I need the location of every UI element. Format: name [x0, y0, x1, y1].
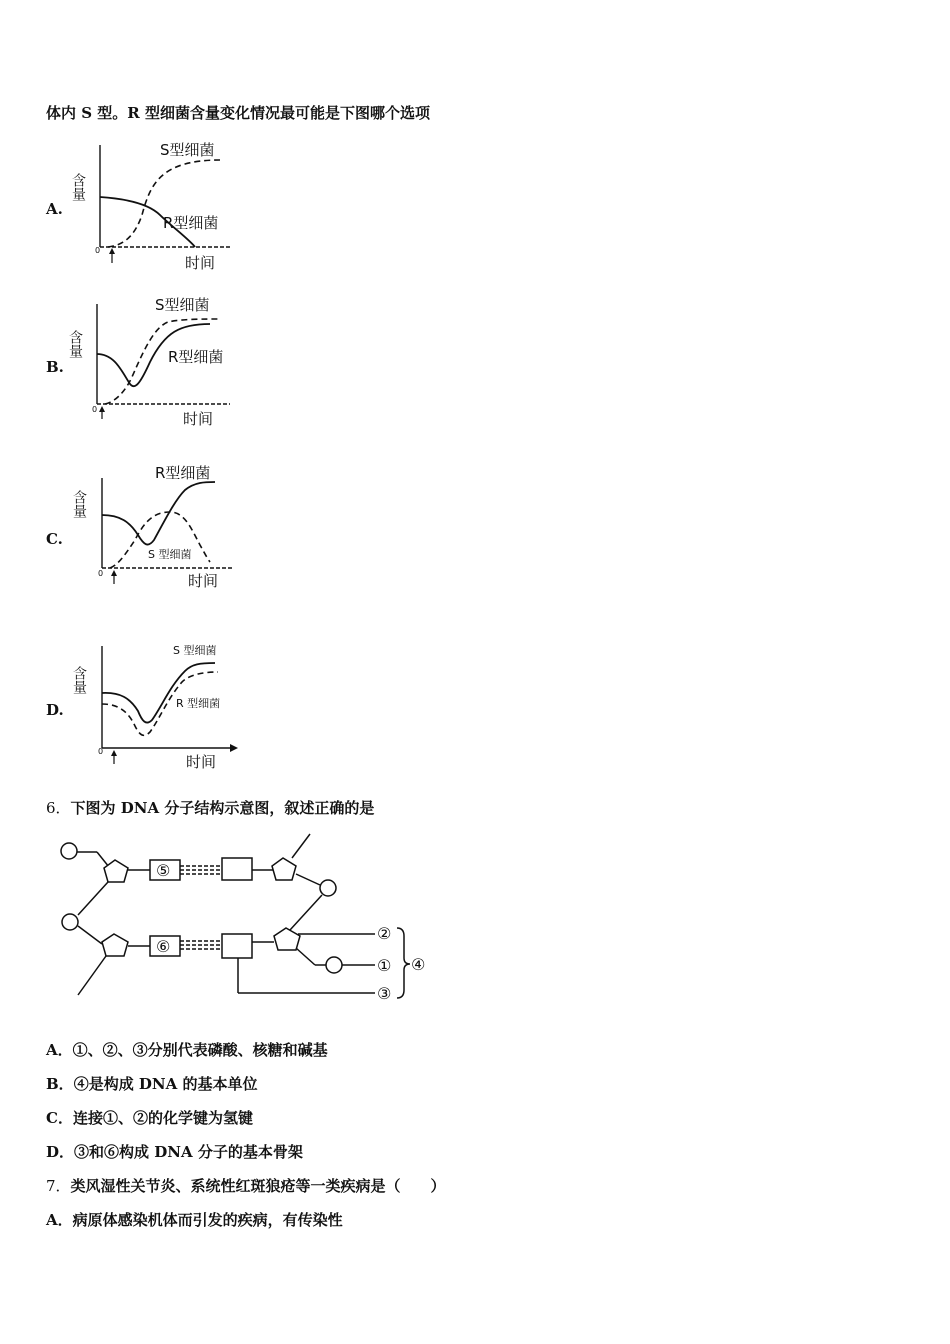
question-7-number: 7．	[46, 1177, 71, 1195]
dna-label-5: ⑤	[156, 861, 171, 880]
graph-option-d	[70, 636, 245, 776]
graph-option-c	[70, 460, 240, 595]
graph-c-x-axis-label: 时间	[188, 572, 219, 590]
question-6-text: 下图为 DNA 分子结构示意图，叙述正确的是	[70, 799, 375, 817]
graph-c-y-axis-label: 含量	[71, 490, 87, 518]
question-7-text: 类风湿性关节炎、系统性红斑狼疮等一类疾病是（ ）	[70, 1177, 446, 1195]
graph-d-origin: 0	[98, 747, 104, 756]
q6-option-c-text: 连接①、②的化学键为氢键	[72, 1109, 253, 1127]
dna-label-6: ⑥	[156, 937, 171, 956]
dna-label-2: ②	[377, 924, 392, 943]
q6-option-b-text: ④是构成 DNA 的基本单位	[73, 1075, 258, 1093]
graph-d-curve-a-label: S 型细菌	[173, 644, 217, 657]
graph-d-y-axis-label: 含量	[71, 666, 87, 694]
graph-b-curve-a-label: S型细菌	[155, 296, 210, 314]
q6-option-d-label: D．	[46, 1143, 75, 1161]
graph-a-curve-b-label: R型细菌	[163, 214, 219, 232]
q6-option-d-text: ③和⑥构成 DNA 分子的基本骨架	[74, 1143, 303, 1161]
graph-b-origin: 0	[92, 405, 98, 414]
q7-option-a-text: 病原体感染机体而引发的疾病，有传染性	[72, 1211, 343, 1229]
graph-a-curve-a-label: S型细菌	[160, 141, 215, 159]
q6-option-c-label: C．	[46, 1109, 73, 1127]
graph-d-x-axis-label: 时间	[186, 753, 217, 771]
graph-c-origin: 0	[98, 569, 104, 578]
graph-c-curve-b-label: S 型细菌	[148, 548, 192, 561]
q7-option-a-label: A．	[46, 1211, 73, 1229]
q6-option-a	[46, 1039, 328, 1060]
option-a-label: A.	[46, 200, 63, 218]
dna-label-3: ③	[377, 984, 392, 1003]
q6-option-d	[46, 1141, 303, 1162]
question-intro-line: 体内 S 型。R 型细菌含量变化情况最可能是下图哪个选项	[46, 104, 430, 122]
graph-d-curve-b-label: R 型细菌	[176, 697, 221, 710]
q6-option-b-label: B．	[46, 1075, 74, 1093]
q7-option-a	[46, 1209, 343, 1230]
option-c-label: C.	[46, 530, 63, 548]
option-d-label: D.	[46, 701, 64, 719]
graph-c-curve-a-label: R型细菌	[155, 464, 211, 482]
question-6-number: 6．	[46, 799, 71, 817]
dna-structure-diagram	[50, 830, 450, 1015]
question-6-stem	[46, 797, 374, 818]
svg-text:含量: 含量	[70, 173, 86, 201]
q6-option-a-text: ①、②、③分别代表磷酸、核糖和碱基	[72, 1041, 328, 1059]
graph-b-x-axis-label: 时间	[183, 410, 214, 428]
q6-option-c	[46, 1107, 253, 1128]
graph-option-a	[70, 135, 240, 275]
q6-option-b	[46, 1073, 258, 1094]
dna-label-4: ④	[411, 955, 426, 974]
graph-option-b	[67, 292, 240, 432]
option-b-label: B.	[46, 358, 64, 376]
question-7-stem	[46, 1175, 446, 1196]
graph-a-x-axis-label: 时间	[185, 254, 216, 272]
graph-a-origin: 0	[95, 246, 101, 255]
graph-b-curve-b-label: R型细菌	[168, 348, 224, 366]
q6-option-a-label: A．	[46, 1041, 73, 1059]
graph-b-y-axis-label: 含量	[67, 330, 83, 358]
dna-label-1: ①	[377, 956, 392, 975]
graph-a-y-axis-label	[70, 173, 86, 201]
